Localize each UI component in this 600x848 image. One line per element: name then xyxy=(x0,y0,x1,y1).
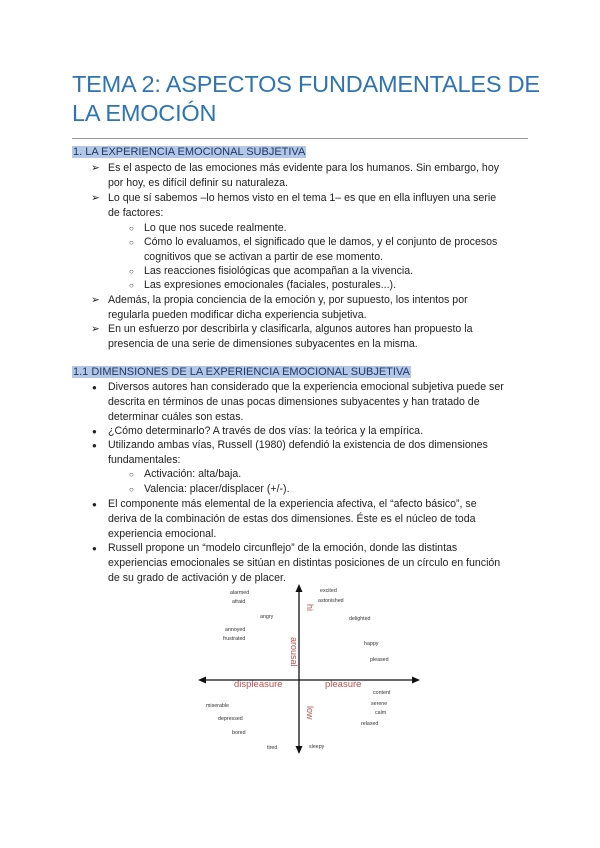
line: Las reacciones fisiológicas que acompañan a la vivencia. xyxy=(144,265,414,277)
word-calm: calm xyxy=(375,710,387,716)
dot-bullet-icon: ● xyxy=(92,441,97,450)
pleasure-label: pleasure xyxy=(325,679,362,690)
left-arrowhead-icon xyxy=(198,677,206,684)
line: fundamentales: xyxy=(108,454,181,466)
line: Cómo lo evaluamos, el significado que le damos, y el conjunto de procesos xyxy=(144,236,498,248)
arrow-bullet-icon: ➢ xyxy=(91,192,100,204)
line: descrita en términos de unas pocas dimensiones subyacentes y han tratado de xyxy=(108,396,480,408)
dot-bullet-icon: ● xyxy=(92,544,97,553)
arrow-bullet-icon: ➢ xyxy=(91,294,100,306)
word-excited: excited xyxy=(320,588,337,594)
word-serene: serene xyxy=(371,701,388,707)
sublist-s2-item-1: Activación: alta/baja. xyxy=(144,468,242,480)
arousal-label: arousal xyxy=(289,637,299,667)
word-relaxed: relaxed xyxy=(361,721,379,727)
sublist-s1-item-1 xyxy=(144,221,287,236)
title-line-1: TEMA 2: ASPECTOS FUNDAMENTALES DE xyxy=(72,71,540,97)
paragraph-s2-b1 xyxy=(108,380,504,425)
circle-bullet-icon: ○ xyxy=(129,238,134,247)
circumplex-model-diagram xyxy=(198,584,420,754)
paragraph-s1-b3 xyxy=(108,293,468,323)
line: ¿Cómo determinarlo? A través de dos vías: la teórica y la empírica. xyxy=(108,425,424,437)
line: determinar cuáles son estas. xyxy=(108,411,244,423)
line: Las expresiones emocionales (faciales, posturales...). xyxy=(144,279,397,291)
section-heading-2-text: 1.1 DIMENSIONES DE LA EXPERIENCIA EMOCIONAL SUBJETIVA xyxy=(73,366,410,378)
paragraph-s2-b3 xyxy=(108,438,488,468)
paragraph-s1-b4 xyxy=(108,322,473,352)
word-happy: happy xyxy=(364,641,379,647)
line: Diversos autores han considerado que la experiencia emocional subjetiva puede ser xyxy=(108,381,504,393)
line: presencia de una serie de dimensiones subyacentes en la misma. xyxy=(108,338,418,350)
dot-bullet-icon: ● xyxy=(92,500,97,509)
right-arrowhead-icon xyxy=(412,677,420,684)
sublist-s2-item-2: Valencia: placer/displacer (+/-). xyxy=(144,483,290,495)
word-astonished: astonished xyxy=(318,598,344,604)
hi-label: hi xyxy=(305,604,315,612)
word-afraid: afraid xyxy=(232,599,246,605)
line: regularla pueden modificar dicha experiencia subjetiva. xyxy=(108,309,367,321)
line: En un esfuerzo por describirla y clasificarla, algunos autores han propuesto la xyxy=(108,323,473,335)
paragraph-s2-b4 xyxy=(108,497,477,542)
arrow-bullet-icon: ➢ xyxy=(91,162,100,174)
low-label: low xyxy=(305,706,315,720)
section-heading-1 xyxy=(72,145,306,159)
word-bored: bored xyxy=(232,730,246,736)
word-content: content xyxy=(373,690,391,696)
line: cognitivos que se activan a partir de ese momento. xyxy=(144,251,384,263)
line: El componente más elemental de la experiencia afectiva, el “afecto básico”, se xyxy=(108,498,477,510)
line: experiencia emocional. xyxy=(108,528,217,540)
up-arrowhead-icon xyxy=(296,584,303,592)
paragraph-s2-b5 xyxy=(108,541,500,586)
word-annoyed: annoyed xyxy=(225,627,246,633)
line: Lo que nos sucede realmente. xyxy=(144,222,287,234)
line: Russell propone un “modelo circunflejo” de la emoción, donde las distintas xyxy=(108,542,458,554)
circle-bullet-icon: ○ xyxy=(129,470,134,479)
section-heading-2 xyxy=(72,365,411,379)
line: de factores: xyxy=(108,207,164,219)
line: Es el aspecto de las emociones más evidente para los humanos. Sin embargo, hoy xyxy=(108,162,500,174)
dot-bullet-icon: ● xyxy=(92,383,97,392)
line: deriva de la combinación de estas dos dimensiones. Éste es el núcleo de toda xyxy=(108,513,476,525)
paragraph-s1-b1 xyxy=(108,161,499,191)
circle-bullet-icon: ○ xyxy=(129,224,134,233)
word-delighted: delighted xyxy=(349,616,371,622)
paragraph-s1-b2 xyxy=(108,191,496,221)
word-frustrated: frustrated xyxy=(223,636,246,642)
line: Además, la propia conciencia de la emoción y, por supuesto, los intentos por xyxy=(108,294,468,306)
word-sleepy: sleepy xyxy=(309,744,325,750)
word-pleased: pleased xyxy=(370,657,389,663)
word-alarmed: alarmed xyxy=(230,590,250,596)
document-title xyxy=(72,70,542,128)
title-divider xyxy=(72,138,528,139)
circle-bullet-icon: ○ xyxy=(129,485,134,494)
line: Utilizando ambas vías, Russell (1980) defendió la existencia de dos dimensiones xyxy=(108,439,488,451)
line: Lo que sí sabemos –lo hemos visto en el tema 1– es que en ella influyen una serie xyxy=(108,192,497,204)
dot-bullet-icon: ● xyxy=(92,427,97,436)
sublist-s1-item-3 xyxy=(144,264,413,279)
down-arrowhead-icon xyxy=(296,746,303,754)
section-heading-1-text: 1. LA EXPERIENCIA EMOCIONAL SUBJETIVA xyxy=(73,146,306,158)
displeasure-label: displeasure xyxy=(234,679,283,690)
circle-bullet-icon: ○ xyxy=(129,281,134,290)
word-angry: angry xyxy=(260,614,274,620)
word-depressed: depressed xyxy=(218,716,243,722)
paragraph-s2-b2 xyxy=(108,424,423,439)
line: experiencias emocionales se sitúan en distintas posiciones de un círculo en función xyxy=(108,557,501,569)
circle-bullet-icon: ○ xyxy=(129,267,134,276)
arrow-bullet-icon: ➢ xyxy=(91,323,100,335)
sublist-s1-item-2 xyxy=(144,235,497,265)
sublist-s1-item-4 xyxy=(144,278,396,293)
title-line-2: LA EMOCIÓN xyxy=(72,100,217,126)
word-miserable: miserable xyxy=(206,703,229,709)
line: por hoy, es difícil definir su naturaleza. xyxy=(108,177,288,189)
line: de su grado de activación y de placer. xyxy=(108,572,286,584)
word-tired: tired xyxy=(267,745,278,751)
